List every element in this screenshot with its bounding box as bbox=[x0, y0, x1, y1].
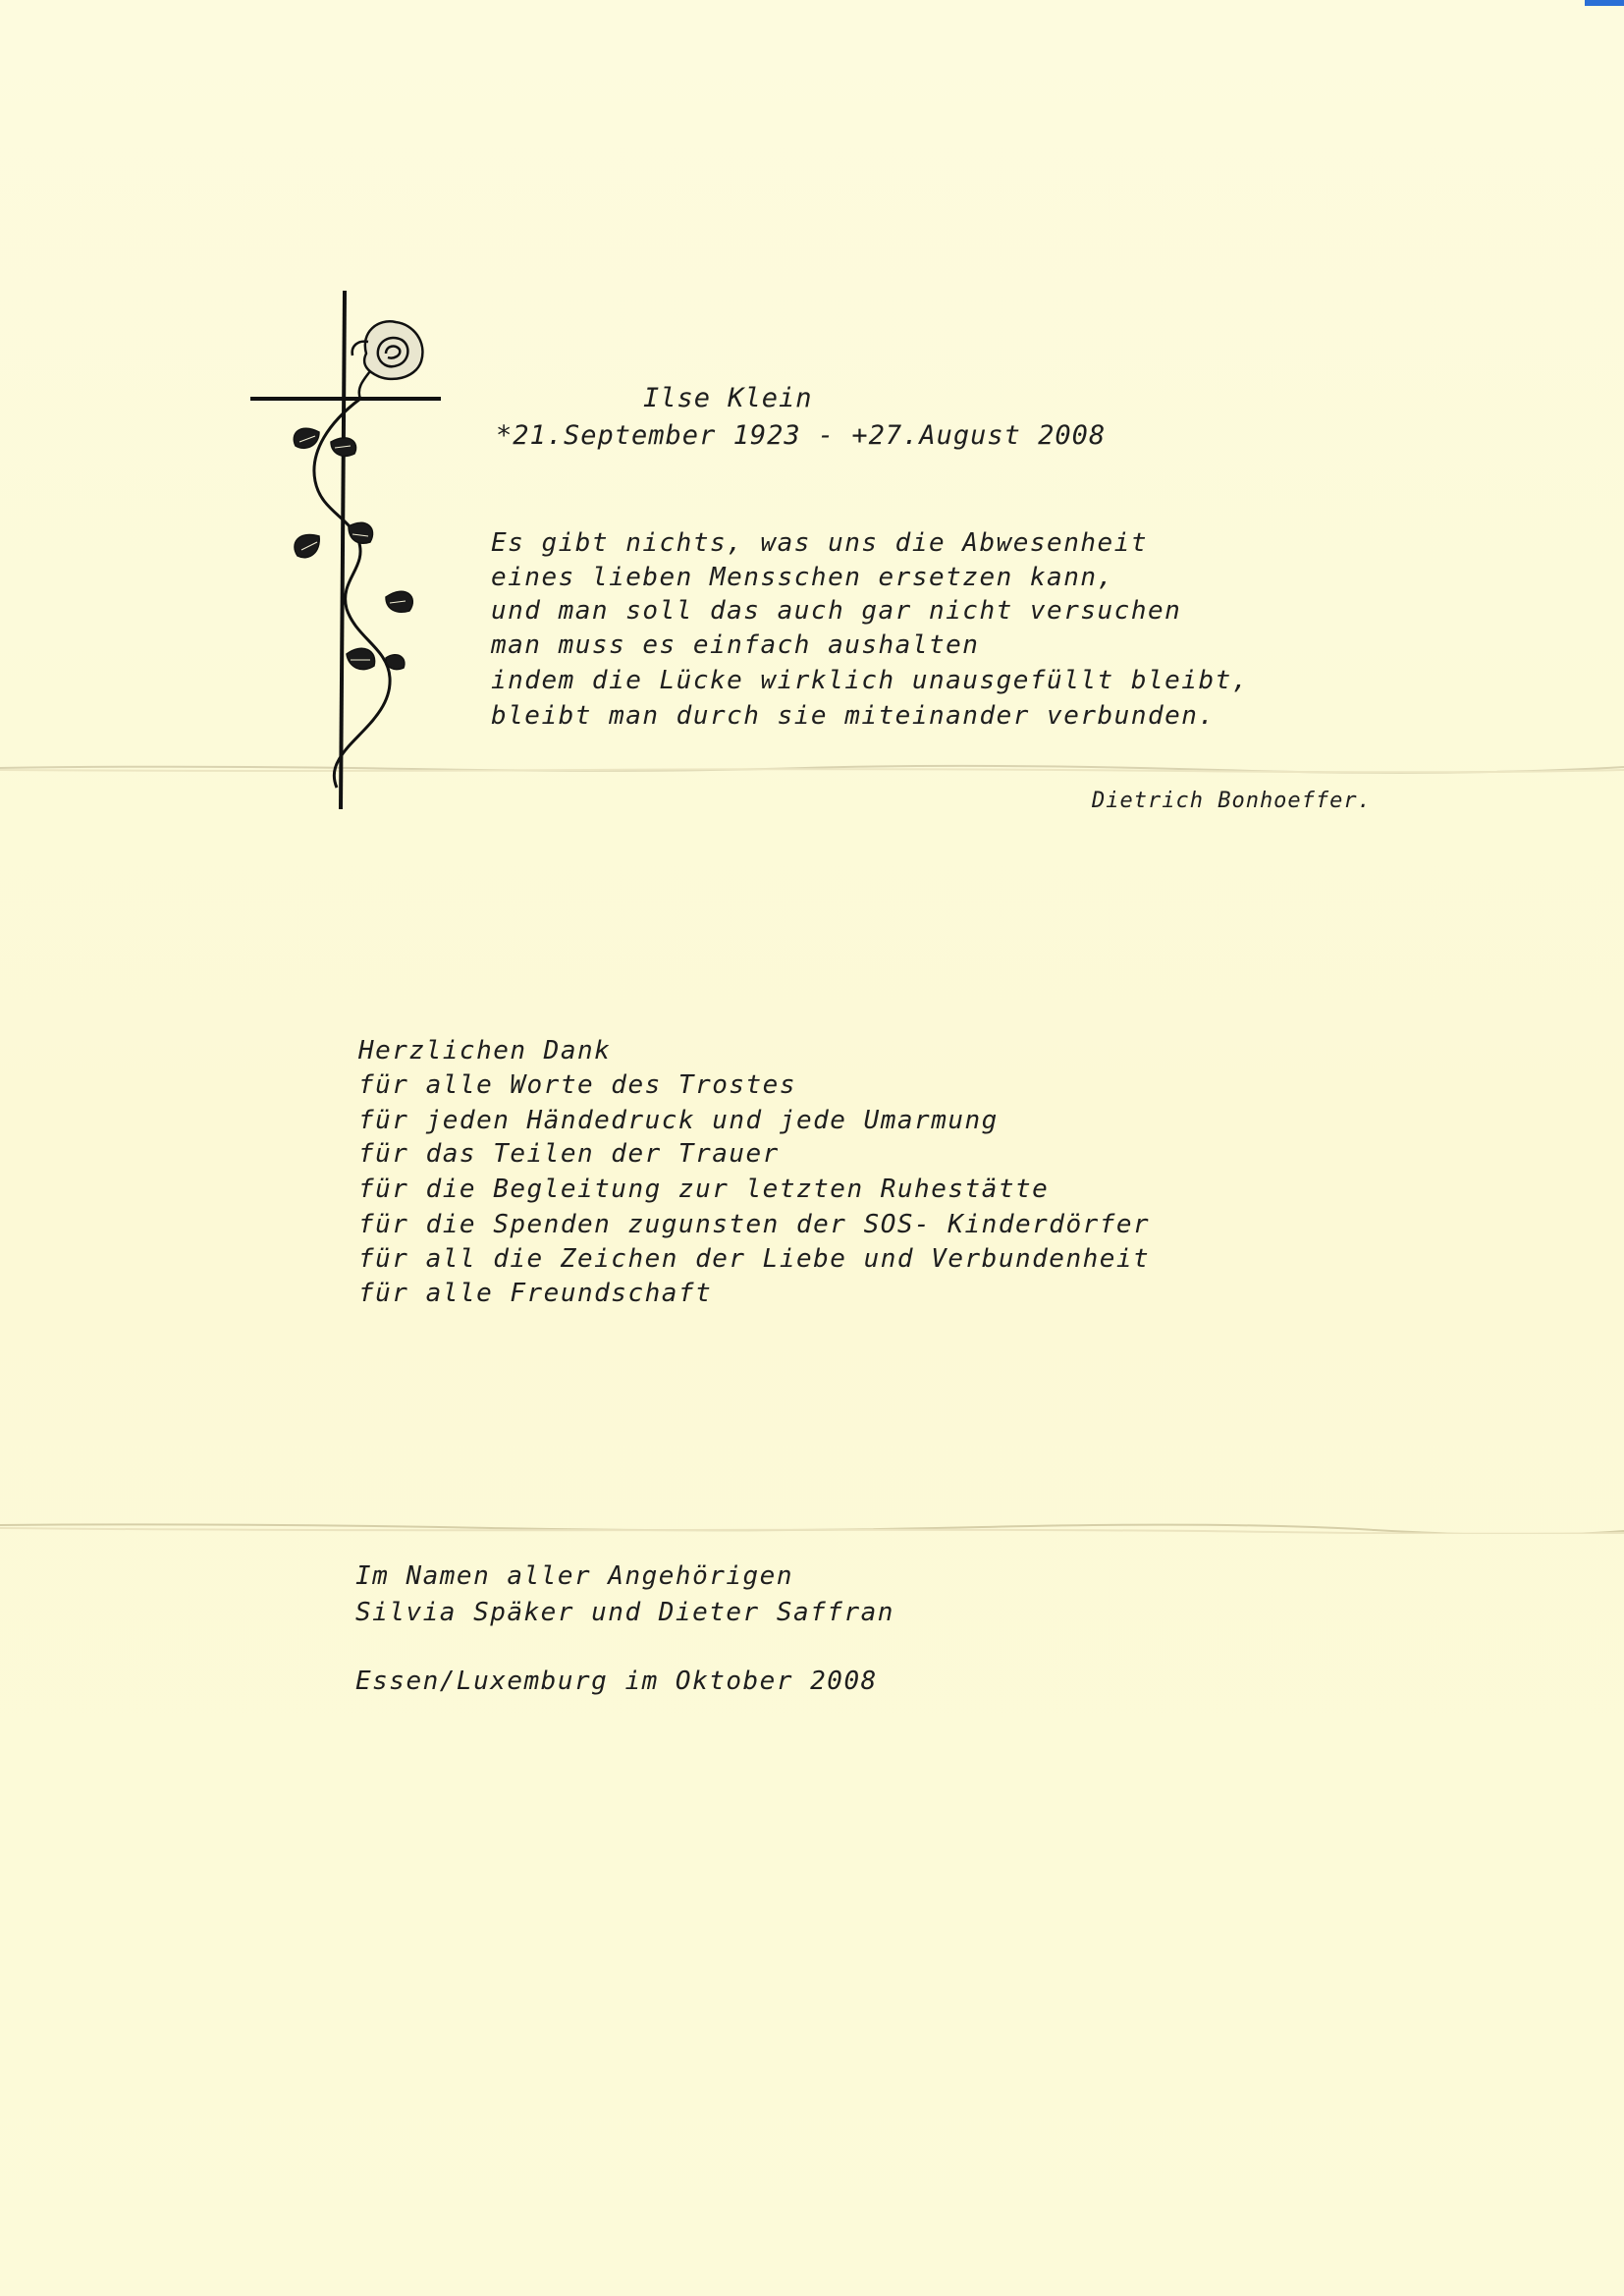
quote-line: und man soll das auch gar nicht versuchen bbox=[491, 596, 1182, 626]
quote-line: bleibt man durch sie miteinander verbunden. bbox=[491, 701, 1216, 731]
deceased-name: Ilse Klein bbox=[643, 383, 813, 413]
thanks-line: für das Teilen der Trauer bbox=[358, 1139, 780, 1169]
signature-names: Silvia Späker und Dieter Saffran bbox=[355, 1598, 894, 1627]
thanks-line: für jeden Händedruck und jede Umarmung bbox=[358, 1106, 999, 1135]
thanks-heading: Herzlichen Dank bbox=[358, 1036, 612, 1066]
life-dates: *21.September 1923 - +27.August 2008 bbox=[496, 420, 1107, 451]
thanks-line: für die Spenden zugunsten der SOS- Kinderdörfer bbox=[358, 1210, 1151, 1239]
quote-line: man muss es einfach aushalten bbox=[491, 630, 980, 660]
cross-with-rose-icon bbox=[241, 285, 457, 820]
quote-line: eines lieben Mensschen ersetzen kann, bbox=[491, 563, 1114, 592]
quote-author: Dietrich Bonhoeffer. bbox=[1092, 789, 1372, 813]
quote-line: indem die Lücke wirklich unausgefüllt bleibt, bbox=[491, 666, 1249, 695]
scan-edge-mark bbox=[1585, 0, 1624, 6]
place-and-date: Essen/Luxemburg im Oktober 2008 bbox=[355, 1667, 878, 1696]
thanks-line: für all die Zeichen der Liebe und Verbundenheit bbox=[358, 1244, 1151, 1274]
thanks-line: für die Begleitung zur letzten Ruhestätte bbox=[358, 1175, 1050, 1204]
thanks-line: für alle Freundschaft bbox=[358, 1279, 713, 1308]
signature-line: Im Namen aller Angehörigen bbox=[355, 1561, 793, 1591]
thanks-line: für alle Worte des Trostes bbox=[358, 1070, 796, 1100]
quote-line: Es gibt nichts, was uns die Abwesenheit bbox=[491, 528, 1148, 558]
fold-crease-lower bbox=[0, 1522, 1624, 1528]
